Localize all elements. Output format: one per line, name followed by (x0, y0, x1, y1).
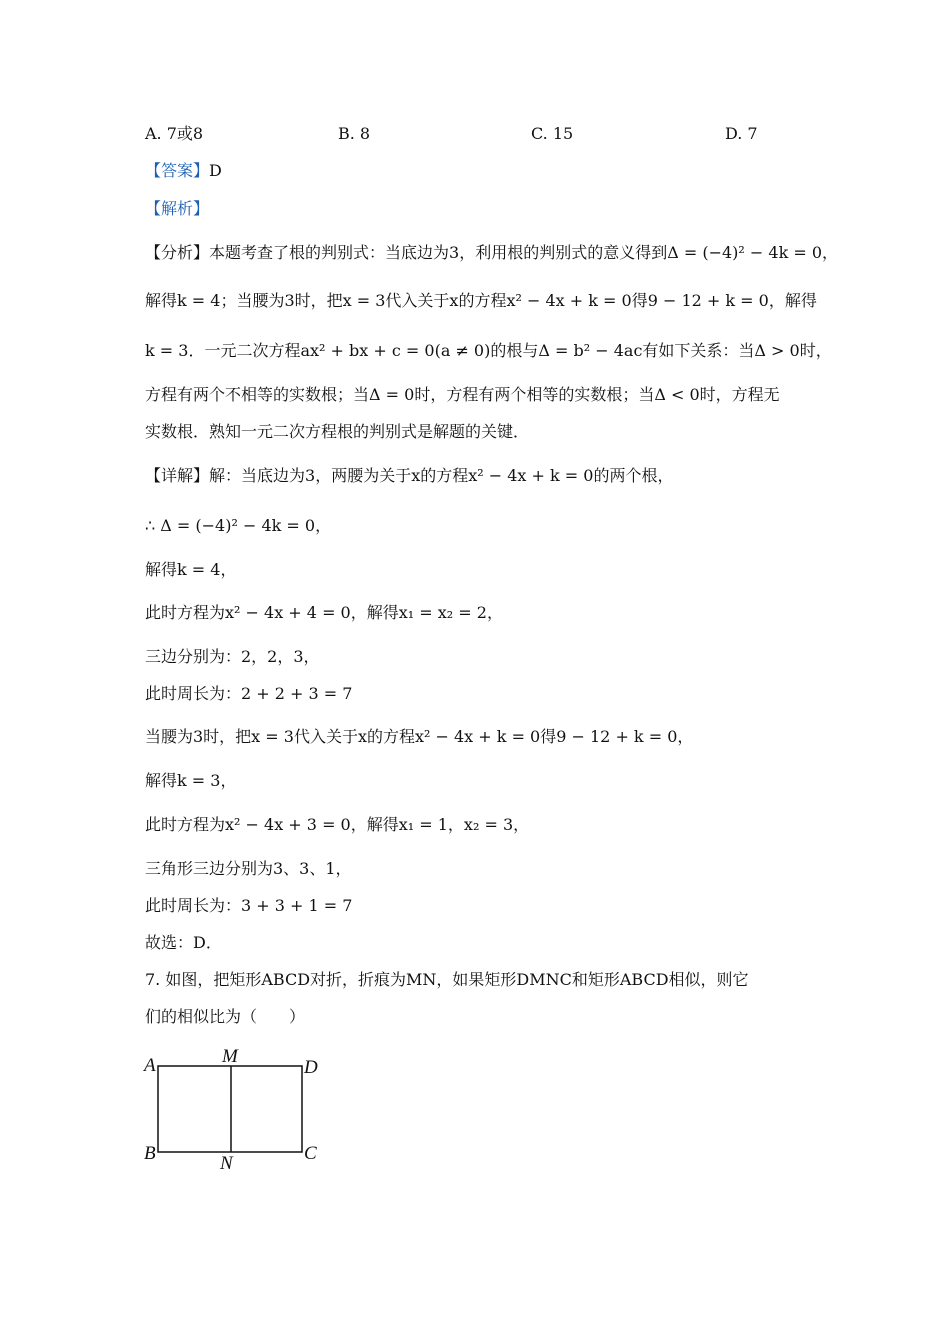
fenxi-line-4: 方程有两个不相等的实数根；当Δ = 0时，方程有两个相等的实数根；当Δ < 0时，方程无 (145, 385, 780, 404)
fenxi-line-3: k = 3．一元二次方程ax² + bx + c = 0(a ≠ 0)的根与Δ = b² − 4ac有如下关系：当Δ > 0时， (145, 341, 832, 360)
q7-line-2: 们的相似比为（ ） (145, 1007, 306, 1026)
fenxi-line-2: 解得k = 4；当腰为3时，把x = 3代入关于x的方程x² − 4x + k = 0得9 − 12 + k = 0，解得 (145, 291, 817, 310)
fenxi-line-1 (145, 241, 838, 265)
option-a: A. 7或8 (145, 124, 204, 143)
detail-line-7: 当腰为3时，把x = 3代入关于x的方程x² − 4x + k = 0得9 − 12 + k = 0， (145, 727, 694, 746)
label-a: A (144, 1055, 156, 1076)
answer-tag: 【答案】 (145, 161, 210, 180)
detail-line-1 (145, 464, 673, 488)
rectangle-figure (140, 1045, 340, 1175)
detail-tag: 【详解】 (145, 466, 210, 485)
fenxi-line-5: 实数根．熟知一元二次方程根的判别式是解题的关键． (145, 422, 530, 441)
q7-line-1: 7. 如图，把矩形ABCD对折，折痕为MN，如果矩形DMNC和矩形ABCD相似，则它 (145, 970, 749, 989)
option-d: D. 7 (725, 124, 758, 143)
label-d: D (304, 1057, 318, 1078)
analysis-tag: 【解析】 (145, 199, 210, 218)
detail-line-12: 故选：D． (145, 933, 222, 952)
rectangle-abcd (158, 1066, 302, 1152)
label-m: M (222, 1046, 238, 1067)
detail-text-1: 解：当底边为3，两腰为关于x的方程x² − 4x + k = 0的两个根， (209, 466, 674, 485)
option-c: C. 15 (531, 124, 574, 143)
detail-line-6: 此时周长为：2 + 2 + 3 = 7 (145, 684, 353, 703)
detail-line-11: 此时周长为：3 + 3 + 1 = 7 (145, 896, 353, 915)
label-n: N (220, 1153, 233, 1174)
label-b: B (144, 1143, 156, 1164)
answer-value: D (209, 161, 222, 180)
label-c: C (304, 1143, 317, 1164)
detail-line-9: 此时方程为x² − 4x + 3 = 0，解得x₁ = 1，x₂ = 3， (145, 815, 530, 834)
option-b: B. 8 (338, 124, 371, 143)
fenxi-tag: 【分析】 (145, 243, 210, 262)
answer-line (145, 159, 222, 183)
detail-line-5: 三边分别为：2，2，3， (145, 647, 320, 666)
fenxi-text-1: 本题考查了根的判别式：当底边为3，利用根的判别式的意义得到Δ = (−4)² − 4k = 0， (209, 243, 839, 262)
detail-line-2: ∴ Δ = (−4)² − 4k = 0， (145, 516, 332, 535)
detail-line-8: 解得k = 3， (145, 771, 237, 790)
detail-line-4: 此时方程为x² − 4x + 4 = 0，解得x₁ = x₂ = 2， (145, 603, 503, 622)
detail-line-10: 三角形三边分别为3、3、1， (145, 859, 352, 878)
detail-line-3: 解得k = 4， (145, 560, 237, 579)
